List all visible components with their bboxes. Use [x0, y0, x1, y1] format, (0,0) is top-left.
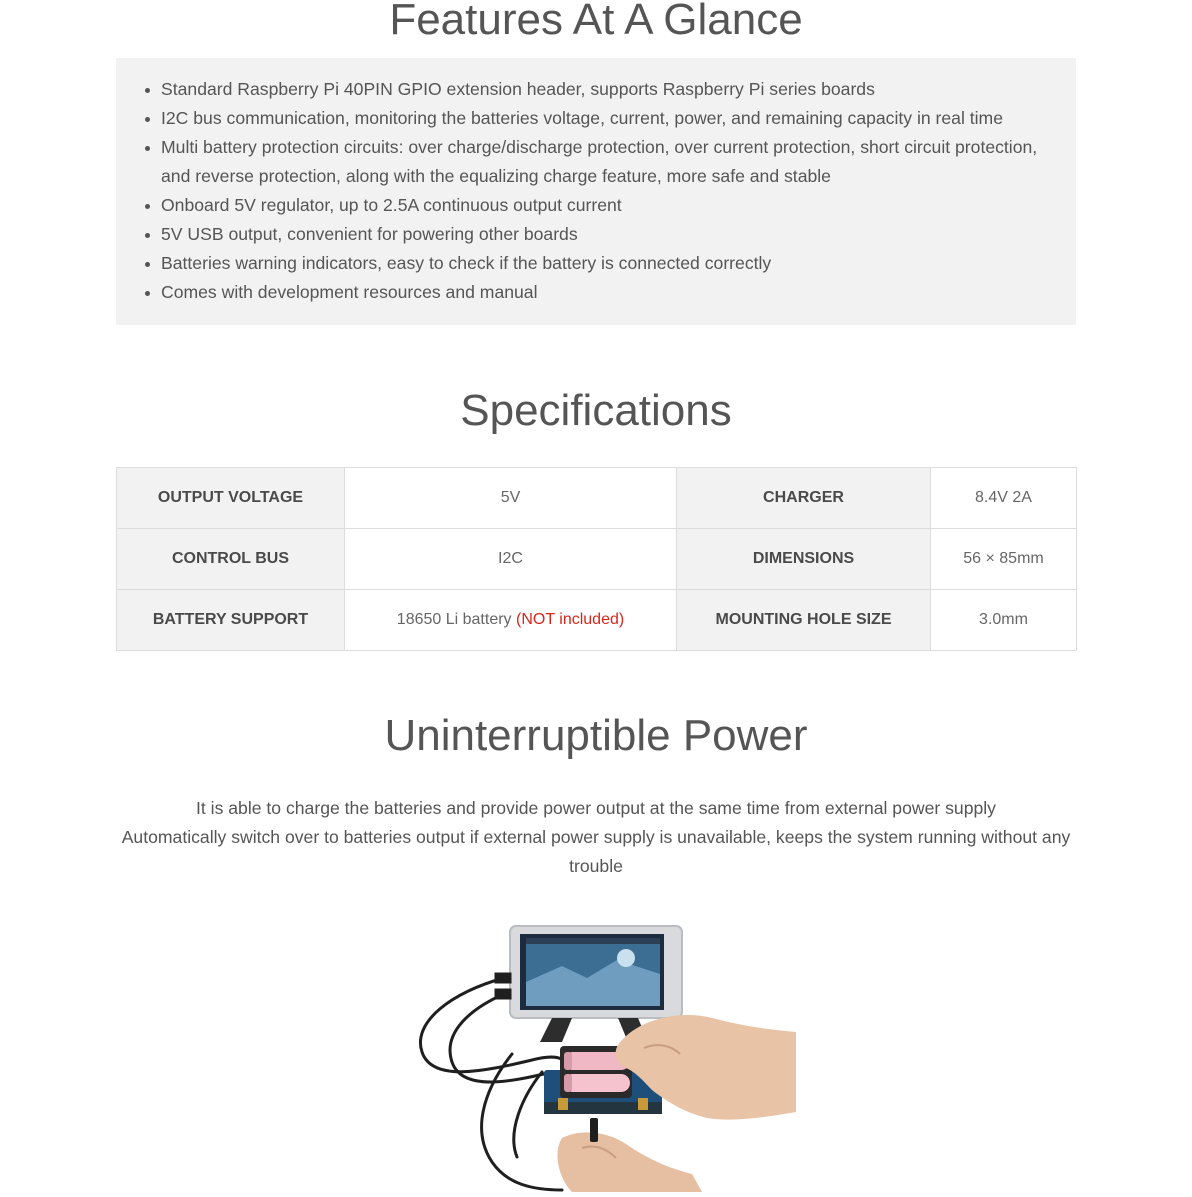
spec-label-output-voltage: OUTPUT VOLTAGE	[117, 468, 345, 529]
spec-label-battery-support: BATTERY SUPPORT	[117, 590, 345, 651]
feature-item: Comes with development resources and manual	[116, 278, 1076, 307]
table-row	[117, 590, 1077, 651]
feature-item: Multi battery protection circuits: over charge/discharge protection, over current protection, short circuit protection, and reverse protection, along with the equalizing charge feature, more safe and stable	[116, 133, 1076, 191]
spec-value-mounting-hole: 3.0mm	[931, 590, 1077, 651]
ups-line-1: It is able to charge the batteries and provide power output at the same time from external power supply	[196, 798, 996, 818]
specifications-table	[116, 467, 1077, 651]
features-panel	[116, 58, 1076, 325]
spec-value-control-bus: I2C	[345, 529, 677, 590]
feature-item: Standard Raspberry Pi 40PIN GPIO extension header, supports Raspberry Pi series boards	[116, 75, 1076, 104]
features-list	[116, 58, 1076, 307]
product-photo	[412, 922, 798, 1192]
feature-item: Onboard 5V regulator, up to 2.5A continuous output current	[116, 191, 1076, 220]
spec-value-battery-support: 18650 Li battery (NOT included)	[345, 590, 677, 651]
specifications-title: Specifications	[460, 386, 732, 435]
spec-value-charger: 8.4V 2A	[931, 468, 1077, 529]
ups-title: Uninterruptible Power	[384, 711, 808, 760]
ups-line-2: Automatically switch over to batteries output if external power supply is unavailable, keeps the system running without any trouble	[121, 827, 1071, 876]
features-title: Features At A Glance	[389, 0, 803, 44]
spec-value-dimensions: 56 × 85mm	[931, 529, 1077, 590]
feature-item: Batteries warning indicators, easy to check if the battery is connected correctly	[116, 249, 1076, 278]
spec-label-dimensions: DIMENSIONS	[677, 529, 931, 590]
spec-value-output-voltage: 5V	[345, 468, 677, 529]
spec-label-charger: CHARGER	[677, 468, 931, 529]
spec-label-control-bus: CONTROL BUS	[117, 529, 345, 590]
table-row	[117, 468, 1077, 529]
ups-description	[116, 794, 1076, 881]
feature-item: I2C bus communication, monitoring the batteries voltage, current, power, and remaining capacity in real time	[116, 104, 1076, 133]
table-row	[117, 529, 1077, 590]
not-included-note: (NOT included)	[516, 611, 625, 628]
feature-item: 5V USB output, convenient for powering other boards	[116, 220, 1076, 249]
spec-label-mounting-hole: MOUNTING HOLE SIZE	[677, 590, 931, 651]
